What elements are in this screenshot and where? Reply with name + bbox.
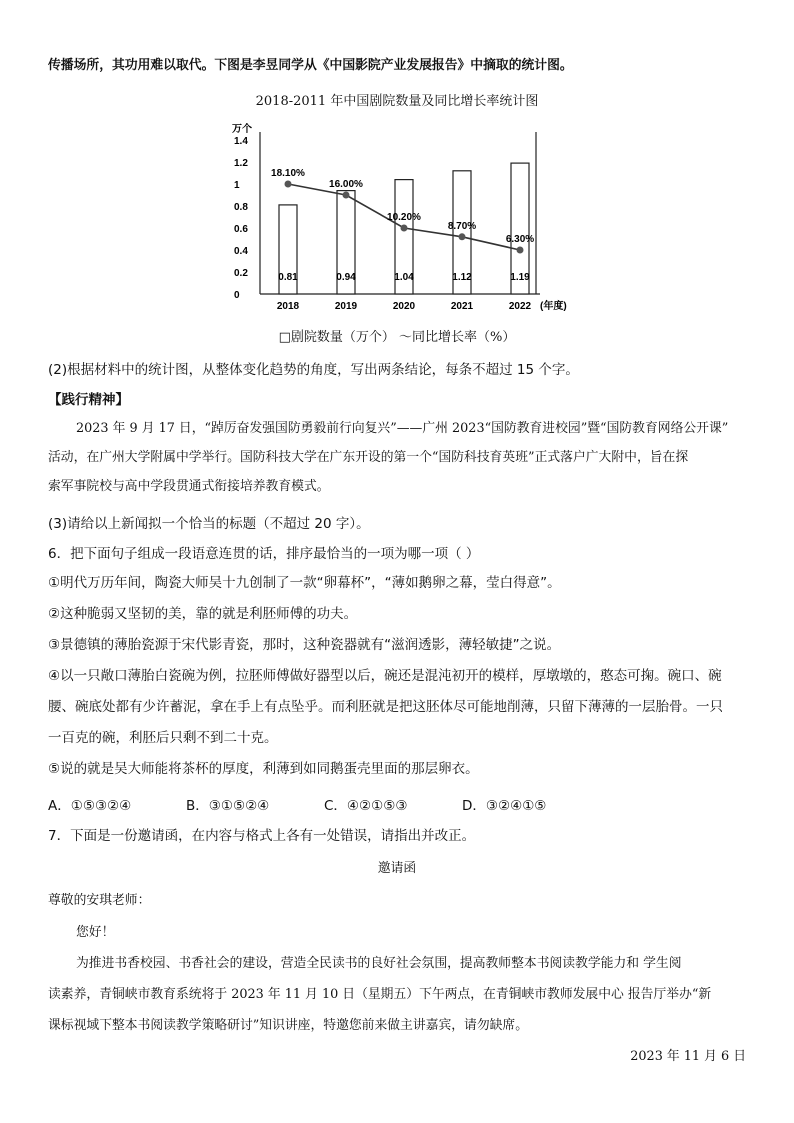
- bar-value-label: 0.94: [336, 272, 356, 283]
- news-line: 活动，在广州大学附属中学举行。国防科技大学在广东开设的第一个“国防科技育英班”正式落户广大附中，旨在探: [48, 450, 689, 465]
- growth-point: [459, 233, 466, 240]
- growth-point: [401, 225, 408, 232]
- y-tick-label: 0: [234, 290, 240, 301]
- letter-date: 2023 年 11 月 6 日: [630, 1049, 746, 1064]
- y-tick-label: 1.4: [234, 136, 248, 147]
- bar-value-label: 1.12: [452, 272, 472, 283]
- sentence: ①明代万历年间，陶瓷大师吴十九创制了一款“卵幕杯”，“薄如鹅卵之幕，莹白得意”。: [48, 575, 561, 591]
- letter-body-line: 课标视域下整本书阅读教学策略研讨”知识讲座，特邀您前来做主讲嘉宾，请勿缺席。: [48, 1018, 529, 1033]
- option-b: B．③①⑤②④: [186, 798, 270, 814]
- sentence: 一百克的碗，利胚后只剩不到二十克。: [48, 730, 278, 746]
- growth-label: 16.00%: [329, 179, 363, 190]
- x-tick-label: 2019: [334, 301, 358, 312]
- y-tick-label: 0.2: [234, 268, 248, 279]
- growth-point: [517, 247, 524, 254]
- y-tick-label: 0.4: [234, 246, 248, 257]
- intro-line: 传播场所，其功用难以取代。下图是李昱同学从《中国影院产业发展报告》中摘取的统计图。: [48, 58, 573, 73]
- growth-label: 6.30%: [505, 234, 535, 245]
- letter-salutation: 尊敬的安琪老师：: [48, 893, 151, 908]
- sentence: ③景德镇的薄胎瓷源于宋代影青瓷，那时，这种瓷器就有“滋润透影，薄轻敏捷”之说。: [48, 637, 561, 653]
- x-axis-label: (年度): [540, 301, 567, 312]
- sentence: ⑤说的就是吴大师能将茶杯的厚度，利薄到如同鹅蛋壳里面的那层卵衣。: [48, 761, 479, 777]
- letter-body-line: 读素养，青铜峡市教育系统将于 2023 年 11 月 10 日（星期五）下午两点，在青铜峡市教师发展中心 报告厅举办“新: [48, 987, 712, 1002]
- x-tick-label: 2022: [508, 301, 532, 312]
- sentence: ④以一只敞口薄胎白瓷碗为例，拉胚师傅做好器型以后，碗还是混沌初开的模样，厚墩墩的，憨态可掬。碗口、碗: [48, 668, 722, 684]
- y-tick-label: 0.6: [234, 224, 248, 235]
- chart-legend: □剧院数量（万个） ～同比增长率（%）: [278, 330, 516, 345]
- bar-value-label: 1.04: [394, 272, 414, 283]
- y-tick-label: 0.8: [234, 202, 248, 213]
- x-tick-label: 2020: [392, 301, 416, 312]
- option-c: C．④②①⑤③: [324, 798, 408, 814]
- growth-point: [343, 192, 350, 199]
- question-6-sentences: [48, 568, 758, 785]
- growth-label: 18.10%: [271, 168, 305, 179]
- growth-label: 8.70%: [447, 220, 477, 232]
- x-tick-label: 2018: [276, 301, 300, 312]
- y-tick-label: 1.2: [234, 158, 248, 169]
- letter-body: [48, 948, 763, 1041]
- x-tick-label: 2021: [450, 301, 474, 312]
- bar-line-chart: [220, 116, 567, 316]
- sentence: ②这种脆弱又坚韧的美，靠的就是利胚师傅的功夫。: [48, 606, 358, 622]
- letter-title: 邀请函: [377, 861, 417, 876]
- bar-value-label: 0.81: [278, 272, 298, 283]
- letter-body-line: 为推进书香校园、书香社会的建设，营造全民读书的良好社会氛围，提高教师整本书阅读教学能力和 学生阅: [76, 956, 682, 971]
- option-d: D．③②④①⑤: [462, 798, 547, 814]
- section-heading: 【践行精神】: [48, 392, 129, 408]
- y-axis-label: 万个: [232, 124, 252, 135]
- question-6-stem: 6．把下面句子组成一段语意连贯的话，排序最恰当的一项为哪一项（ ）: [48, 546, 480, 562]
- growth-label: 10.20%: [387, 212, 421, 223]
- question-3: (3)请给以上新闻拟一个恰当的标题（不超过 20 字）。: [48, 516, 370, 532]
- option-a: A．①⑤③②④: [48, 798, 132, 814]
- question-2: (2)根据材料中的统计图，从整体变化趋势的角度，写出两条结论，每条不超过 15 个字。: [48, 362, 579, 378]
- bar-value-label: 1.19: [510, 272, 530, 283]
- news-line: 索军事院校与高中学段贯通式衔接培养教育模式。: [48, 479, 330, 494]
- sentence: 腰、碗底处都有少许蓄泥，拿在手上有点坠乎。而利胚就是把这胚体尽可能地削薄，只留下薄薄的一层胎骨。一只: [48, 699, 723, 715]
- chart-title: 2018-2011 年中国剧院数量及同比增长率统计图: [255, 94, 539, 109]
- news-paragraph: [48, 414, 758, 501]
- news-line: 2023 年 9 月 17 日，“踔厉奋发强国防勇毅前行向复兴”——广州 2023“国防教育进校园”暨“国防教育网络公开课”: [76, 421, 729, 436]
- letter-greeting: 您好！: [76, 925, 115, 940]
- question-7: 7．下面是一份邀请函，在内容与格式上各有一处错误，请指出并改正。: [48, 828, 476, 844]
- y-tick-label: 1: [234, 180, 240, 191]
- growth-point: [285, 181, 292, 188]
